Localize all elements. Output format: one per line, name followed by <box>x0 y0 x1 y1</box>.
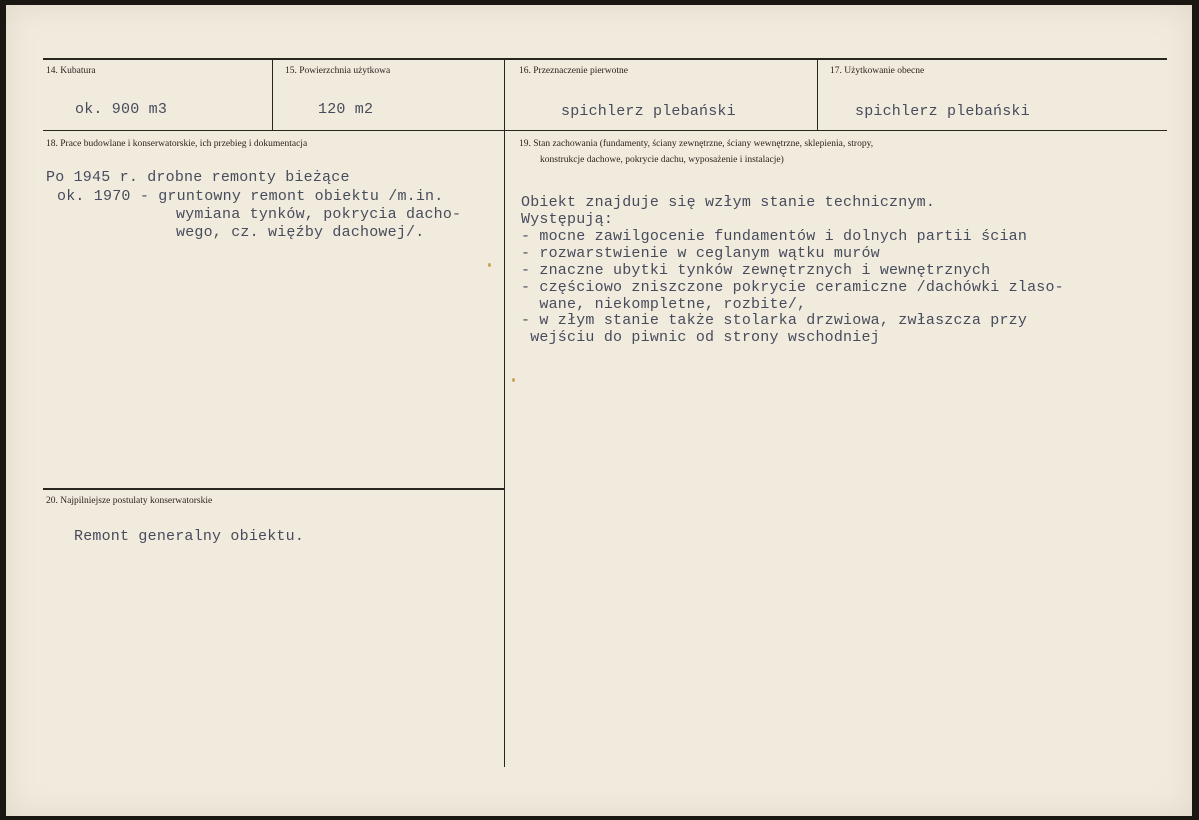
field-14-label: 14. Kubatura <box>46 66 96 76</box>
field-18-line: Po 1945 r. drobne remonty bieżące <box>46 169 350 186</box>
col-divider-3 <box>817 59 818 131</box>
field-19-line: - mocne zawilgocenie fundamentów i dolnych partii ścian <box>521 228 1028 245</box>
field-19-line: wane, niekompletne, rozbite/, <box>521 296 807 313</box>
field-17-label: 17. Użytkowanie obecne <box>830 66 925 76</box>
field-18-line: ok. 1970 - gruntowny remont obiektu /m.in. <box>57 188 444 205</box>
field-20-top-rule <box>43 488 505 490</box>
field-16-label: 16. Przeznaczenie pierwotne <box>519 66 628 76</box>
field-20-value: Remont generalny obiektu. <box>74 528 305 545</box>
record-card <box>6 5 1192 816</box>
paper-speck <box>512 378 515 382</box>
field-18-line: wymiana tynków, pokrycia dacho- <box>176 206 462 223</box>
field-19-line: - rozwarstwienie w ceglanym wątku murów <box>521 245 880 262</box>
col-divider-2 <box>504 59 505 767</box>
field-17-value: spichlerz plebański <box>855 103 1030 120</box>
field-19-label-line1: 19. Stan zachowania (fundamenty, ściany zewnętrzne, ściany wewnętrzne, sklepienia, stropy, <box>519 139 874 149</box>
field-18-line: wego, cz. więźby dachowej/. <box>176 224 425 241</box>
top-rule <box>43 58 1167 60</box>
field-14-value: ok. 900 m3 <box>75 101 168 118</box>
field-19-line: Występują: <box>521 211 614 228</box>
field-15-value: 120 m2 <box>318 101 374 118</box>
field-19-line: - w złym stanie także stolarka drzwiowa, zwłaszcza przy <box>521 312 1028 329</box>
field-15-label: 15. Powierzchnia użytkowa <box>285 66 391 76</box>
col-divider-1 <box>272 59 273 131</box>
paper-speck <box>488 263 491 267</box>
field-20-label: 20. Najpilniejsze postulaty konserwatorskie <box>46 496 213 506</box>
field-16-value: spichlerz plebański <box>561 103 736 120</box>
field-19-line: Obiekt znajduje się wzłym stanie technicznym. <box>521 194 936 211</box>
field-18-label: 18. Prace budowlane i konserwatorskie, ich przebieg i dokumentacja <box>46 139 308 149</box>
field-19-line: - częściowo zniszczone pokrycie ceramiczne /dachówki zlaso- <box>521 279 1064 296</box>
row-divider <box>43 130 1167 131</box>
field-19-line: wejściu do piwnic od strony wschodniej <box>521 329 880 346</box>
field-19-label-line2: konstrukcje dachowe, pokrycie dachu, wyposażenie i instalacje) <box>540 155 784 165</box>
field-19-line: - znaczne ubytki tynków zewnętrznych i wewnętrznych <box>521 262 991 279</box>
